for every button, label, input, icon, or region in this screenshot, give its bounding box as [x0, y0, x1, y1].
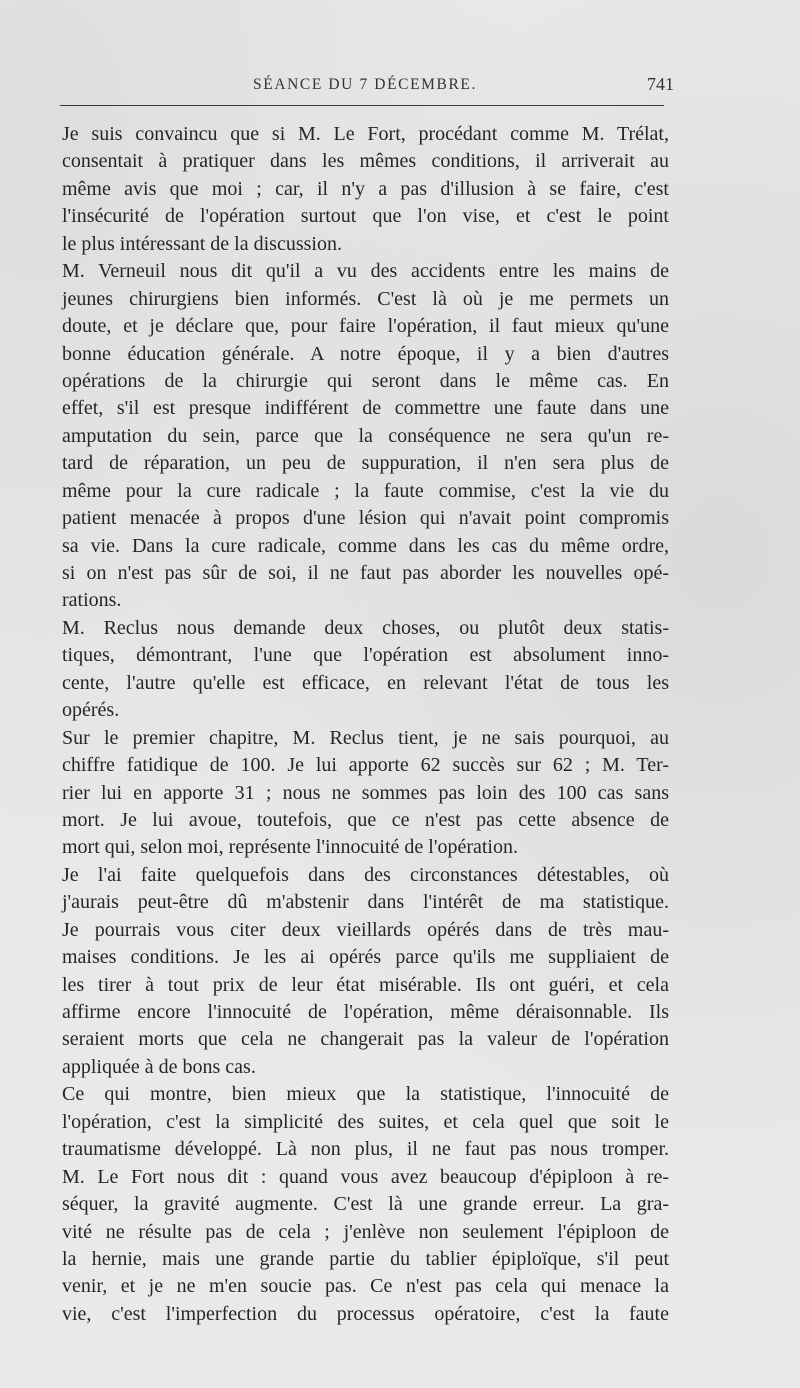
text-line: maises conditions. Je les ai opérés parce qu'ils me suppliaient de [62, 946, 669, 969]
text-line: Je pourrais vous citer deux vieillards opérés dans de très mau- [62, 918, 669, 941]
text-line: chiffre fatidique de 100. Je lui apporte 62 succès sur 62 ; M. Ter- [62, 754, 669, 777]
text-line: M. Le Fort nous dit : quand vous avez beaucoup d'épiploon à re- [62, 1165, 669, 1188]
text-line: tiques, démontrant, l'une que l'opération est absolument inno- [62, 644, 669, 667]
text-line: même pour la cure radicale ; la faute commise, c'est la vie du [62, 479, 669, 502]
text-line: mort qui, selon moi, représente l'innocuité de l'opération. [62, 836, 518, 859]
text-line: le plus intéressant de la discussion. [62, 232, 342, 255]
text-line: Je l'ai faite quelquefois dans des circonstances détestables, où [62, 863, 669, 886]
text-line: jeunes chirurgiens bien informés. C'est là où je me permets un [62, 287, 669, 310]
paragraph [62, 615, 669, 725]
text-line: l'insécurité de l'opération surtout que l'on vise, et c'est le point [62, 205, 669, 228]
text-line: vité ne résulte pas de cela ; j'enlève non seulement l'épiploon de [62, 1220, 669, 1243]
text-line: j'aurais peut-être dû m'abstenir dans l'intérêt de ma statistique. [62, 891, 669, 914]
text-line: bonne éducation générale. A notre époque, il y a bien d'autres [62, 342, 669, 365]
text-line: appliquée à de bons cas. [62, 1055, 256, 1078]
text-line: opérés. [62, 699, 120, 722]
text-line: l'opération, c'est la simplicité des suites, et cela quel que soit le [62, 1110, 669, 1133]
text-line: tard de réparation, un peu de suppuration, il n'en sera plus de [62, 452, 669, 475]
text-line: cente, l'autre qu'elle est efficace, en relevant l'état de tous les [62, 671, 669, 694]
header-rule [60, 105, 664, 106]
text-line: séquer, la gravité augmente. C'est là une grande erreur. La gra- [62, 1193, 669, 1216]
paragraph [62, 1081, 669, 1328]
text-line: Je suis convaincu que si M. Le Fort, procédant comme M. Trélat, [62, 123, 669, 145]
text-line: effet, s'il est presque indifférent de commettre une faute dans une [62, 397, 669, 420]
text-line: si on n'est pas sûr de soi, il ne faut pas aborder les nouvelles opé- [62, 562, 669, 584]
text-line: Sur le premier chapitre, M. Reclus tient, je ne sais pourquoi, au [62, 726, 669, 749]
text-line: la hernie, mais une grande partie du tablier épiploïque, s'il peut [62, 1247, 669, 1270]
text-line: patient menacée à propos d'une lésion qui n'avait point compromis [62, 507, 669, 530]
text-line: vie, c'est l'imperfection du processus opératoire, c'est la faute [62, 1302, 669, 1325]
text-line: venir, et je ne m'en soucie pas. Ce n'est pas cela qui menace la [62, 1275, 669, 1298]
running-title: SÉANCE DU 7 DÉCEMBRE. [253, 76, 477, 93]
text-line: amputation du sein, parce que la conséquence ne sera qu'un re- [62, 424, 669, 447]
text-line: seraient morts que cela ne changerait pas la valeur de l'opération [62, 1028, 669, 1051]
text-line: M. Verneuil nous dit qu'il a vu des accidents entre les mains de [62, 260, 669, 283]
page-number: 741 [647, 74, 674, 94]
text-line: les tirer à tout prix de leur état misérable. Ils ont guéri, et cela [62, 973, 669, 996]
text-line: M. Reclus nous demande deux choses, ou plutôt deux statis- [62, 616, 669, 639]
paragraph [62, 258, 669, 615]
text-line: rations. [62, 589, 122, 612]
text-line: opérations de la chirurgie qui seront dans le même cas. En [62, 369, 669, 392]
text-line: sa vie. Dans la cure radicale, comme dans les cas du même ordre, [62, 534, 669, 557]
text-line: rier lui en apporte 31 ; nous ne sommes pas loin des 100 cas sans [62, 781, 669, 804]
paragraph [62, 725, 669, 862]
paragraph [62, 121, 669, 258]
text-line: doute, et je déclare que, pour faire l'opération, il faut mieux qu'une [62, 315, 669, 338]
body-text [62, 121, 669, 1328]
text-line: consentait à pratiquer dans les mêmes conditions, il arriverait au [62, 150, 669, 173]
text-line: affirme encore l'innocuité de l'opération, même déraisonnable. Ils [62, 1001, 669, 1023]
page-header [60, 70, 674, 106]
paragraph [62, 862, 669, 1082]
text-line: traumatisme développé. Là non plus, il ne faut pas nous tromper. [62, 1138, 669, 1161]
text-line: Ce qui montre, bien mieux que la statistique, l'innocuité de [62, 1083, 669, 1106]
text-line: même avis que moi ; car, il n'y a pas d'illusion à se faire, c'est [62, 177, 669, 200]
text-line: mort. Je lui avoue, toutefois, que ce n'est pas cette absence de [62, 808, 669, 831]
